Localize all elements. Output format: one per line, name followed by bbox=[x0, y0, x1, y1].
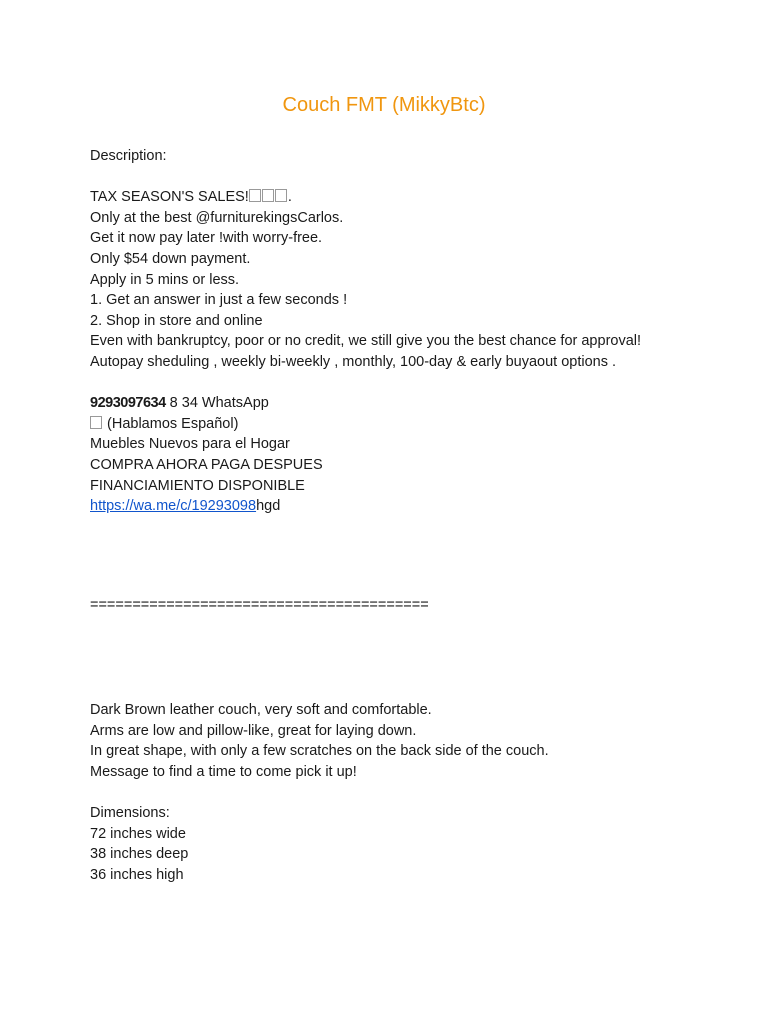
ad-headline-suffix: . bbox=[287, 189, 292, 206]
dimension-item: 72 inches wide bbox=[90, 825, 186, 842]
ad-headline: TAX SEASON'S SALES! bbox=[90, 189, 249, 206]
dimension-item: 36 inches high bbox=[90, 866, 184, 883]
phone-line bbox=[90, 393, 730, 414]
separator-line: ======================================== bbox=[90, 597, 429, 613]
ad-line: Apply in 5 mins or less. bbox=[90, 271, 240, 288]
ad-line: Even with bankruptcy, poor or no credit, we still give you the best chance for approval! bbox=[90, 333, 642, 350]
phone-suffix: 8 34 WhatsApp bbox=[165, 395, 269, 412]
spanish-note: (Hablamos Español) bbox=[103, 415, 239, 432]
ad-headline-line bbox=[90, 187, 730, 208]
emoji-placeholder-icon bbox=[262, 189, 274, 202]
spanish-note-line bbox=[90, 414, 730, 435]
whatsapp-link-line bbox=[90, 496, 730, 517]
contact-line: COMPRA AHORA PAGA DESPUES bbox=[90, 456, 323, 473]
emoji-placeholder-icon bbox=[275, 189, 287, 202]
description-section bbox=[90, 146, 730, 517]
whatsapp-link[interactable]: https://wa.me/c/19293098 bbox=[90, 498, 257, 515]
phone-number: 9293097634 bbox=[90, 395, 166, 412]
ad-line: 1. Get an answer in just a few seconds ! bbox=[90, 292, 348, 309]
document-title: Couch FMT (MikkyBtc) bbox=[282, 94, 486, 116]
listing-line: Dark Brown leather couch, very soft and comfortable. bbox=[90, 702, 432, 718]
description-label: Description: bbox=[90, 148, 167, 164]
ad-line: 2. Shop in store and online bbox=[90, 312, 263, 329]
ad-line: Get it now pay later !with worry-free. bbox=[90, 230, 323, 247]
ad-line: Only at the best @furniturekingsCarlos. bbox=[90, 209, 344, 226]
contact-line: Muebles Nuevos para el Hogar bbox=[90, 436, 290, 453]
listing-line: Message to find a time to come pick it up! bbox=[90, 763, 357, 780]
emoji-placeholder-icon bbox=[90, 416, 102, 429]
dimension-item: 38 inches deep bbox=[90, 846, 189, 863]
emoji-placeholder-icon bbox=[249, 189, 261, 202]
listing-line: In great shape, with only a few scratches on the back side of the couch. bbox=[90, 743, 549, 760]
ad-line: Only $54 down payment. bbox=[90, 250, 251, 267]
dimensions-label: Dimensions: bbox=[90, 804, 170, 821]
listing-section bbox=[90, 700, 549, 885]
contact-line: FINANCIAMIENTO DISPONIBLE bbox=[90, 477, 305, 494]
ad-line: Autopay sheduling , weekly bi-weekly , monthly, 100-day & early buyaout options . bbox=[90, 353, 617, 370]
link-suffix: hgd bbox=[256, 498, 281, 515]
listing-line: Arms are low and pillow-like, great for laying down. bbox=[90, 722, 417, 739]
